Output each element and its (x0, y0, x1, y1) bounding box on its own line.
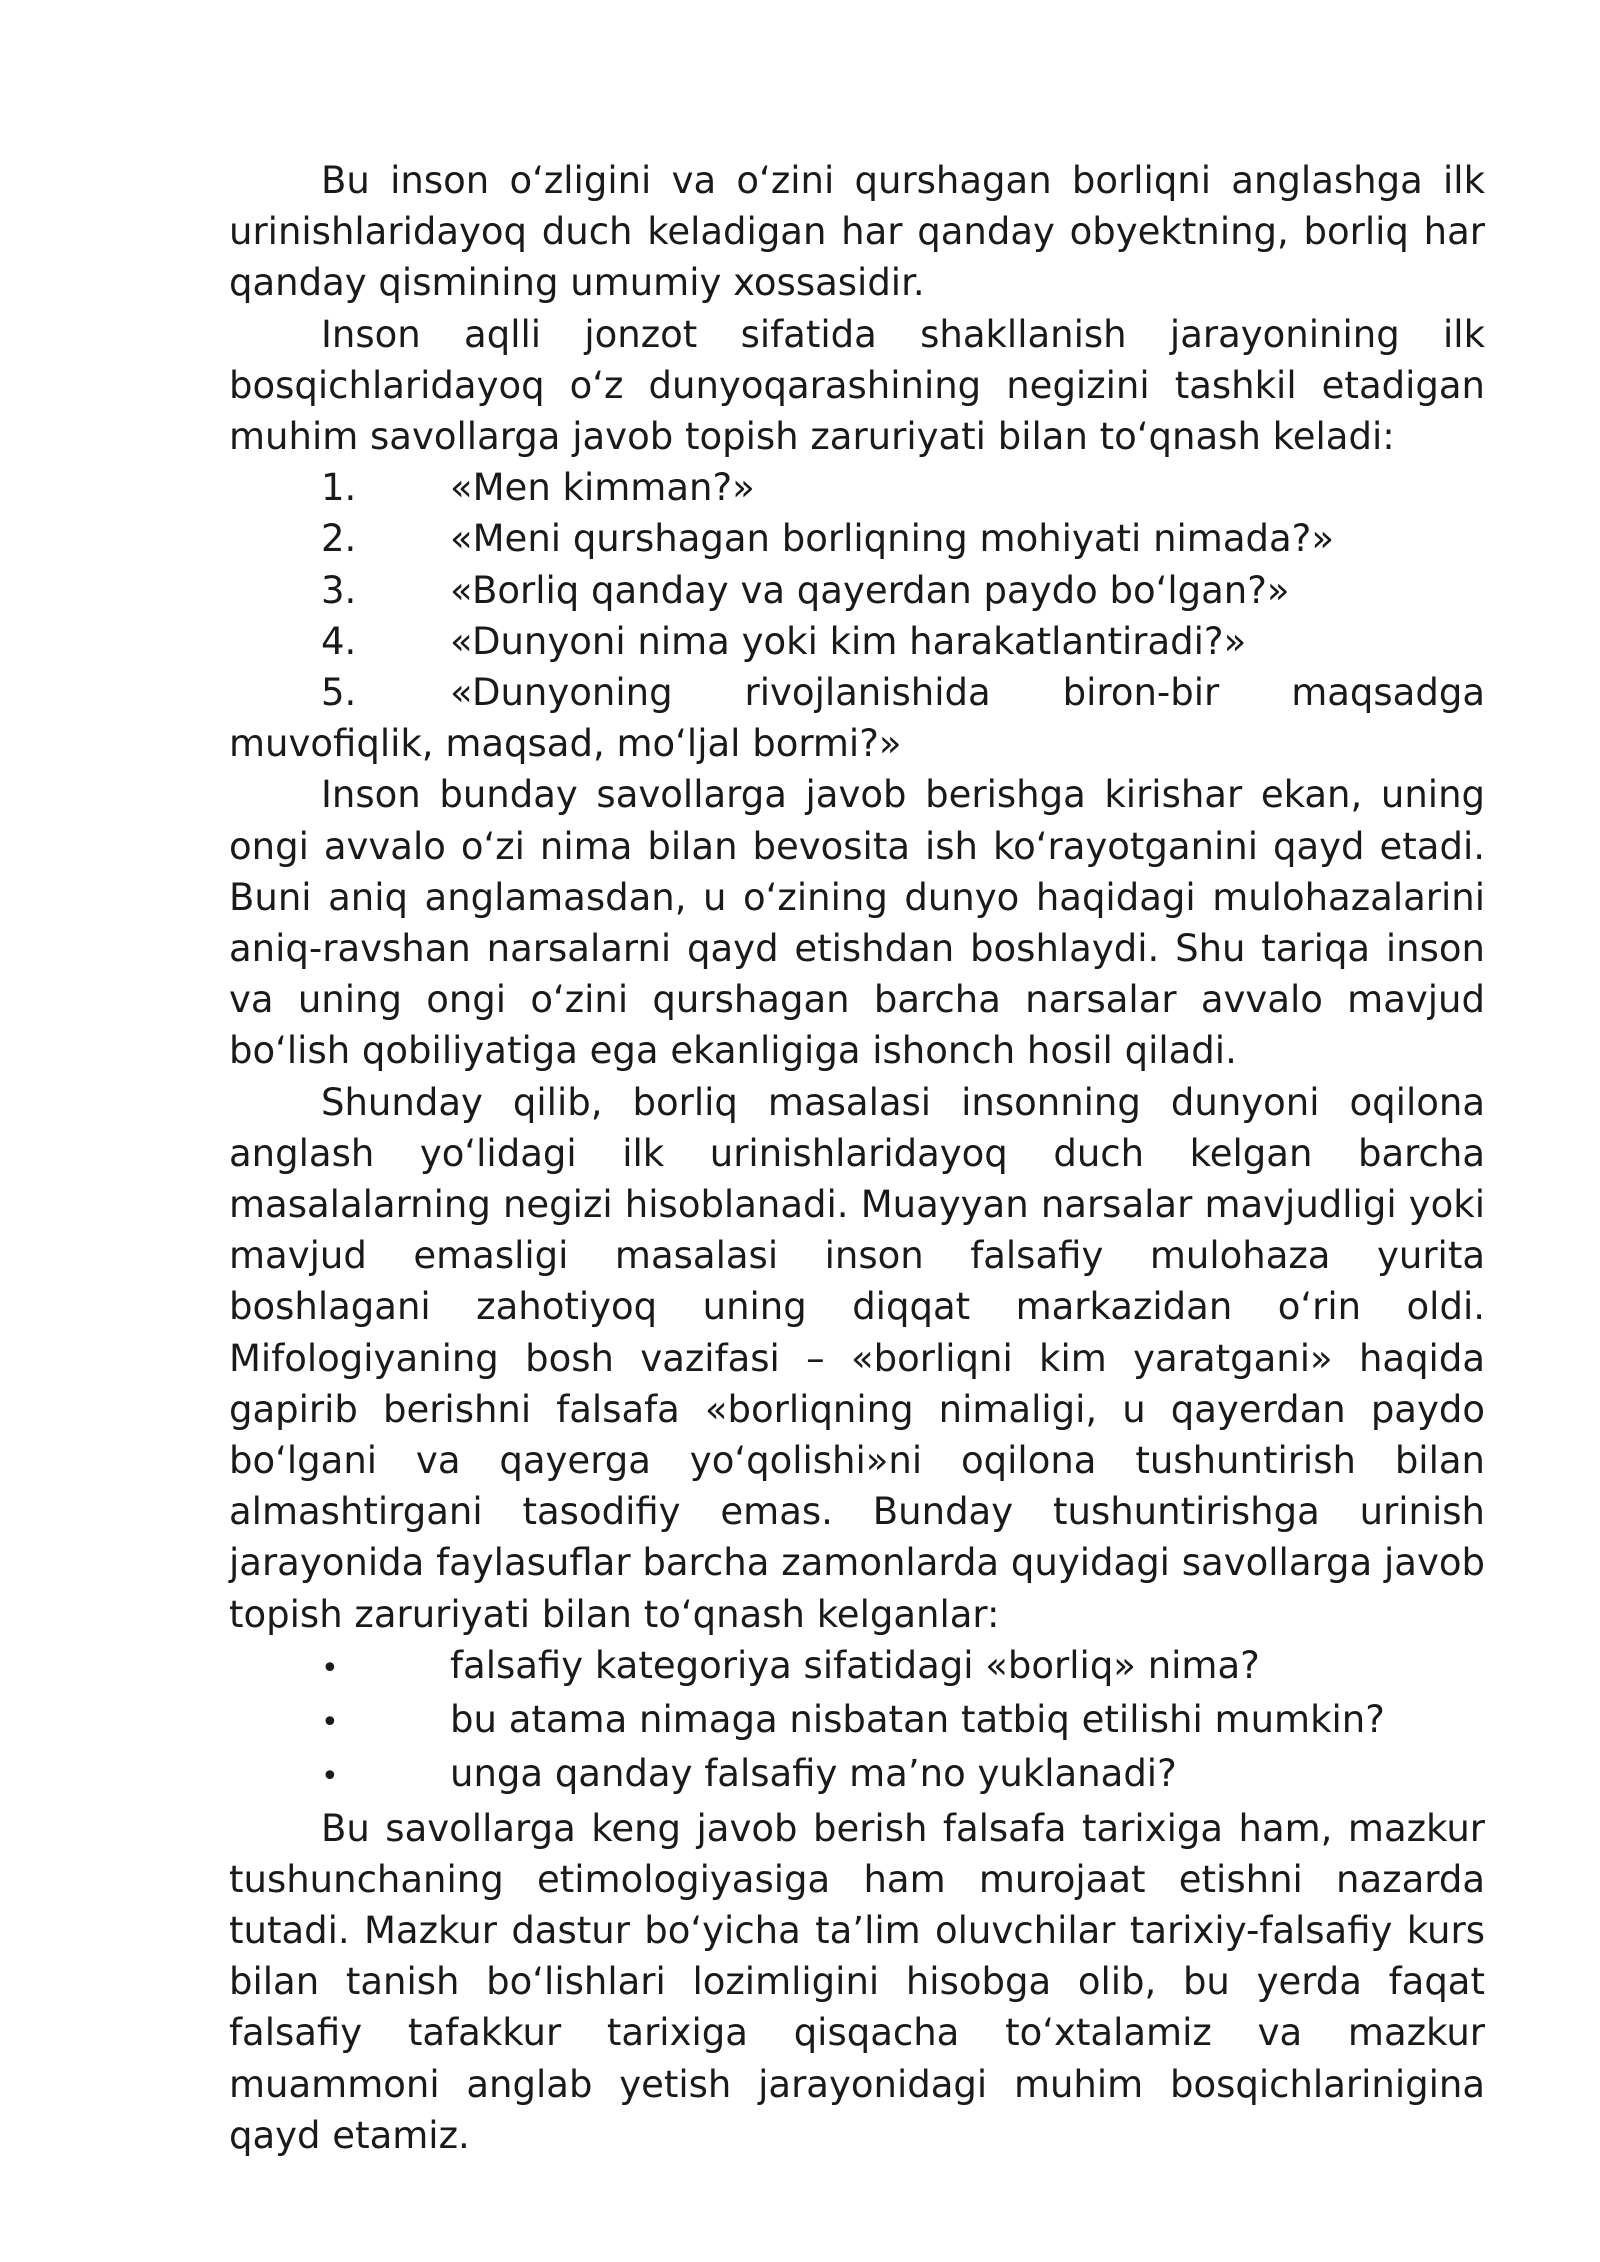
list-number: 2. (321, 517, 357, 561)
bullet-icon: • (321, 1759, 339, 1795)
list-item (229, 1640, 1485, 1694)
paragraph-general-property: Bu inson o‘zligini va o‘zini qurshagan borliqni anglashga ilk urinishlaridayoq duch keladigan har qanday obyektning, borliq har qanday qismining umumiy xossasidir. (229, 159, 1485, 305)
document-body (229, 155, 1485, 2161)
list-item-text: bu atama nimaga nisbatan tatbiq etilishi mumkin? (450, 1698, 1385, 1742)
list-item-text: «Men kimman?» (450, 466, 755, 510)
paragraph-history-etymology: Bu savollarga keng javob berish falsafa tarixiga ham, mazkur tushunchaning etimologiyasiga ham murojaat etishni nazarda tutadi. Mazkur dastur bo‘yicha ta’lim oluvchilar tarixiy-falsafiy kurs bilan tanish bo‘lishlari lozimligini hisobga olib, bu yerda faqat falsafiy tafakkur tarixiga qisqacha to‘xtalamiz va mazkur muammoni anglab yetish jarayonidagi muhim bosqichlarinigina qayd etamiz. (229, 1806, 1485, 2157)
bullet-icon: • (321, 1650, 339, 1686)
list-item (229, 513, 1485, 564)
list-item-text: «Meni qurshagan borliqning mohiyati nimada?» (450, 517, 1334, 561)
list-item (229, 667, 1485, 769)
list-item (229, 462, 1485, 513)
list-number: 1. (321, 466, 357, 510)
list-number: 3. (321, 568, 357, 612)
list-item-text: «Dunyoning rivojlanishida biron-bir maqsadga muvofiqlik, maqsad, mo‘ljal bormi?» (229, 671, 1485, 766)
list-item (229, 616, 1485, 667)
list-number: 5. (321, 671, 357, 715)
bullet-question-list (229, 1640, 1485, 1803)
paragraph-important-questions: Inson aqlli jonzot sifatida shakllanish jarayonining ilk bosqichlaridayoq o‘z dunyoqarashining negizini tashkil etadigan muhim savollarga javob topish zaruriyati bilan to‘qnash keladi: (229, 312, 1485, 459)
list-item-text: falsafiy kategoriya sifatidagi «borliq» nima? (450, 1643, 1260, 1687)
list-item (229, 1748, 1485, 1802)
paragraph-being-question: Shunday qilib, borliq masalasi insonning dunyoni oqilona anglash yo‘lidagi ilk urinishlaridayoq duch kelgan barcha masalalarning negizi hisoblanadi. Muayyan narsalar mavjudligi yoki mavjud emasligi masalasi inson falsafiy mulohaza yurita boshlagani zahotiyoq uning diqqat markazidan o‘rin oldi. Mifologiyaning bosh vazifasi – «borliqni kim yaratgani» haqida gapirib berishni falsafa «borliqning nimaligi, u qayerdan paydo bo‘lgani va qayerga yo‘qolishi»ni oqilona tushuntirish bilan almashtirgani tasodifiy emas. Bunday tushuntirishga urinish jarayonida faylasuflar barcha zamonlarda quyidagi savollarga javob topish zaruriyati bilan to‘qnash kelganlar: (229, 1080, 1485, 1636)
paragraph-consciousness: Inson bunday savollarga javob berishga kirishar ekan, uning ongi avvalo o‘zi nima bilan bevosita ish ko‘rayotganini qayd etadi. Buni aniq anglamasdan, u o‘zining dunyo haqidagi mulohazalarini aniq-ravshan narsalarni qayd etishdan boshlaydi. Shu tariqa inson va uning ongi o‘zini qurshagan barcha narsalar avvalo mavjud bo‘lish qobiliyatiga ega ekanligiga ishonch hosil qiladi. (229, 773, 1485, 1073)
list-item (229, 565, 1485, 616)
numbered-question-list (229, 462, 1485, 769)
list-item-text: «Dunyoni nima yoki kim harakatlantiradi?» (450, 619, 1247, 663)
list-item (229, 1694, 1485, 1748)
list-item-text: «Borliq qanday va qayerdan paydo bo‘lgan?» (450, 568, 1290, 612)
list-number: 4. (321, 619, 357, 663)
bullet-icon: • (321, 1705, 339, 1741)
list-item-text: unga qanday falsafiy ma’no yuklanadi? (450, 1752, 1177, 1796)
